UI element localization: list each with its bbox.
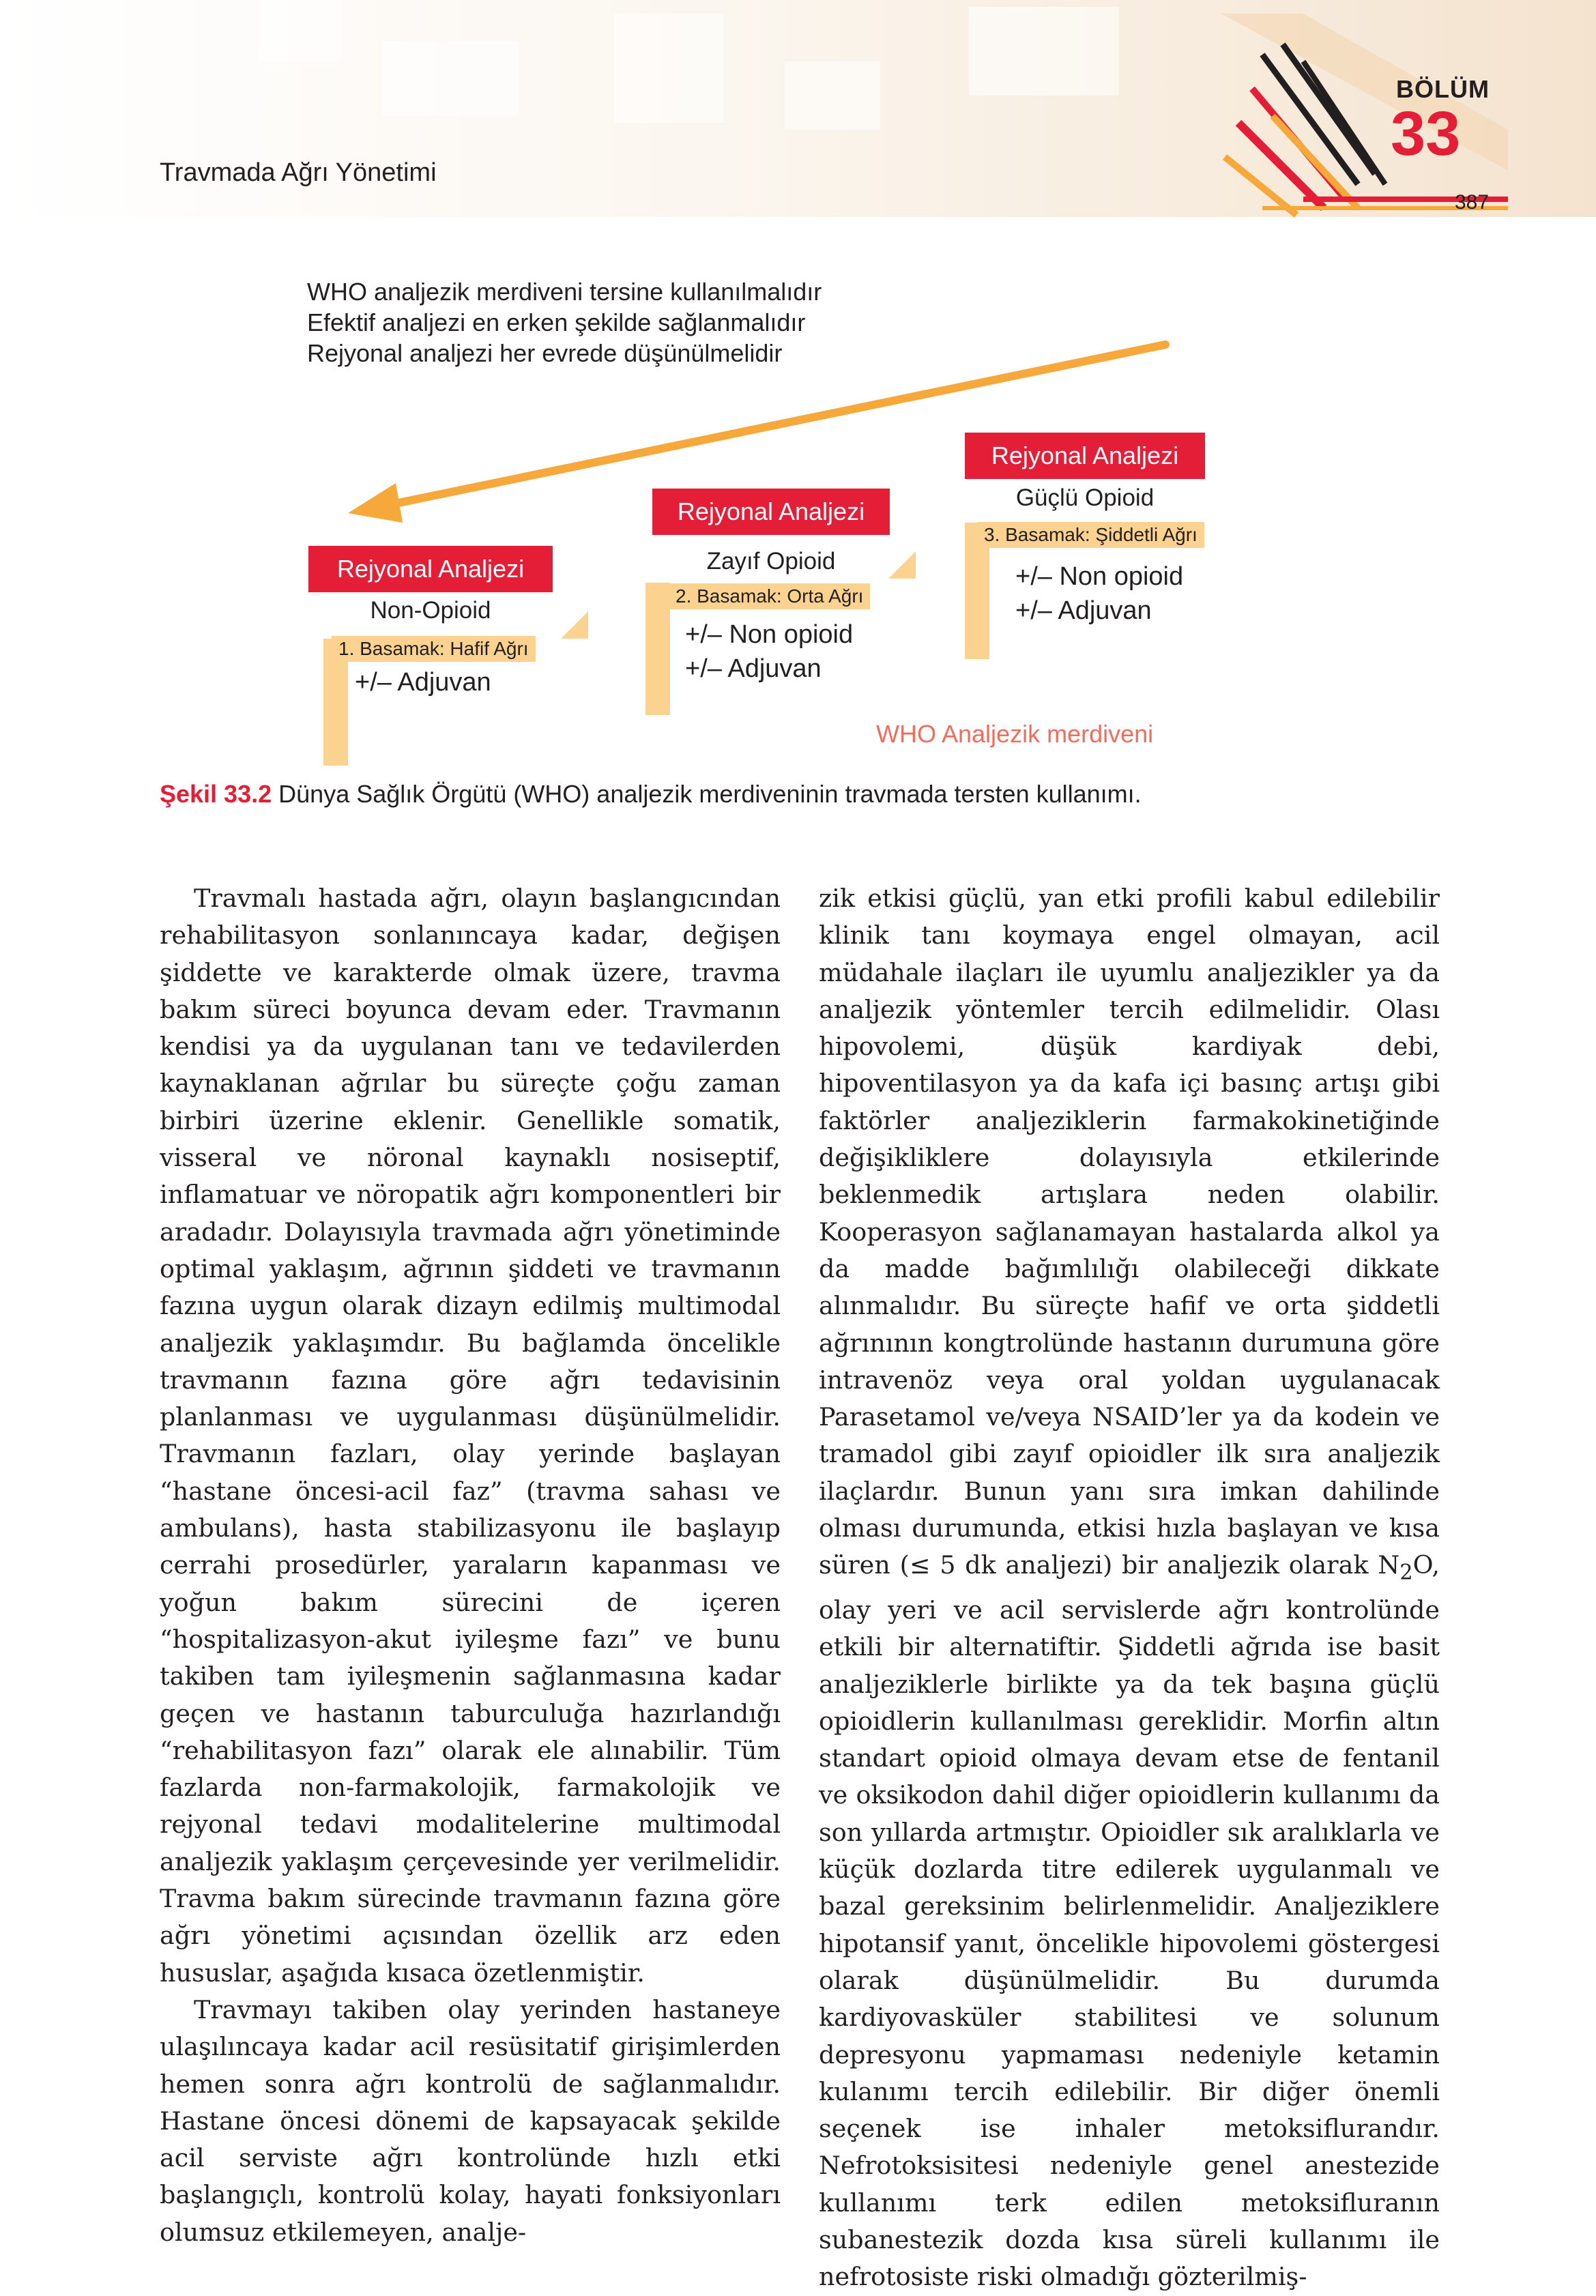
paragraph-text: O, olay yeri ve acil servislerde ağrı kontrolünde etkili bir alternatiftir. Şiddetli ağrıda ise basit analjeziklerle birlikte ya da tek başına güçlü opioidlerin kullanılması gereklidir. Morfin altın standart opioid olmaya devam etse de fentanil ve oksikodon dahil diğer opioidlerin kullanımı da son yıllarda artmıştır. Opioidler sık aralıklarla ve küçük dozlarda titre edilerek uygulanmalı ve bazal gereksinim belirlenmelidir. Analjeziklere hipotansif yanıt, öncelikle hipovolemi göstergesi olarak düşünülmelidir. Bu durumda kardiyovasküler stabilitesi ve solunum depresyonu yapmaması nedeniyle ketamin kulanımı tercih edilebilir. Bir diğer önemli seçenek ise inhaler metoksiflurandır. Nefrotoksisitesi nedeniyle genel anestezide kullanımı terk edilen metoksifluranın subanestezik dozda kısa süreli kullanımı ile nefrotosiste riski olmadığı gözterilmiş- xyxy=(819,1550,1440,2292)
step1-adjuncts xyxy=(355,665,491,699)
step-triangle xyxy=(888,551,916,579)
step2-bar xyxy=(645,583,670,715)
step1-tag: 1. Basamak: Hafif Ağrı xyxy=(332,636,536,662)
caption-number: Şekil 33.2 xyxy=(160,780,272,808)
step3-adjuncts xyxy=(1015,560,1183,628)
step2-tag: 2. Basamak: Orta Ağrı xyxy=(669,583,870,609)
running-title: Travmada Ağrı Yönetimi xyxy=(160,158,437,187)
step3-drug-label: Güçlü Opioid xyxy=(1015,484,1155,511)
adjunct-line: +/– Non opioid xyxy=(1015,562,1184,591)
paragraph xyxy=(819,880,1440,2296)
reverse-arrow-head xyxy=(348,483,403,523)
step2-regional-label: Rejyonal Analjezi xyxy=(652,489,890,535)
figure-note: Efektif analjezi en erken şekilde sağlanmalıdır xyxy=(307,308,806,336)
adjunct-line: +/– Adjuvan xyxy=(355,668,491,697)
adjunct-line: +/– Non opioid xyxy=(685,620,854,649)
chapter-label: BÖLÜM xyxy=(1396,75,1490,103)
paragraph: Travmayı takiben olay yerinden hastaneye ulaşılıncaya kadar acil resüsitatif girişimlerden hemen sonra ağrı kontrolü de sağlanmalıdır. Hastane öncesi dönemi de kapsayacak şekilde acil serviste ağrı kontrolünde hızlı etki başlangıçlı, kontrolü kolay, hayati fonksiyonları olumsuz etkilemeyen, analje- xyxy=(160,1994,781,2247)
caption-text: Dünya Sağlık Örgütü (WHO) analjezik merdiveninin travmada tersten kullanımı. xyxy=(278,780,1142,808)
chapter-number: 33 xyxy=(1391,99,1461,169)
diagram-title: WHO Analjezik merdiveni xyxy=(876,720,1154,748)
figure-caption xyxy=(160,780,1142,809)
step1-drug-label: Non-Opioid xyxy=(370,597,491,624)
paragraph: Travmalı hastada ağrı, olayın başlangıcından rehabilitasyon sonlanıncaya kadar, değişen şiddette ve karakterde olmak üzere, travma bakım süreci boyunca devam eder. Travmanın kendisi ya da uygulanan tanı ve tedavilerden kaynaklanan ağrılar bu süreçte çoğu zaman birbiri üzerine eklenir. Genellikle somatik, visseral ve nöronal kaynaklı nosiseptif, inflamatuar ve nöropatik ağrı komponentleri bir aradadır. Dolayısıyla travmada ağrı yönetiminde optimal yaklaşım, ağrının şiddeti ve travmanın fazına uygun olarak dizayn edilmiş multimodal analjezik yaklaşımdır. Bu bağlamda öncelikle travmanın fazına göre ağrı tedavisinin planlanması ve uygulanması düşünülmelidir. Travmanın fazları, olay yerinde başlayan “hastane öncesi-acil faz” (travma sahası ve ambulans), hasta stabilizasyonu ile başlayıp cerrahi prosedürler, yaraların kapanması ve yoğun bakım sürecini de içeren “hospitalizasyon-akut iyileşme fazı” ve bunu takiben tam iyileşmenin sağlanmasına kadar geçen ve hastanın taburculuğa hazırlandığı “rehabilitasyon fazı” olarak ele alınabilir. Tüm fazlarda non-farmakolojik, farmakolojik ve rejyonal tedavi modalitelerine multimodal analjezik yaklaşım çerçevesinde yer verilmelidir. Travma bakım sürecinde travmanın fazına göre ağrı yönetimi açısından özellik arz eden hususlar, aşağıda kısaca özetlenmiştir. xyxy=(160,884,781,1988)
step2-adjuncts xyxy=(685,617,853,686)
reverse-arrow xyxy=(382,345,1165,506)
paragraph-text: zik etkisi güçlü, yan etki profili kabul edilebilir klinik tanı koymaya engel olmayan, acil müdahale ilaçları ile uyumlu analjezikler ya da analjezik yöntemler tercih edilmelidir. Olası hipovolemi, düşük kardiyak debi, hipoventilasyon ya da kafa içi basınç artışı gibi faktörler analjeziklerin farmakokinetiğinde değişikliklere dolayısıyla etkilerinde beklenmedik artışlara neden olabilir. Kooperasyon sağlanamayan hastalarda alkol ya da madde bağımlılığı olabileceği dikkate alınmalıdır. Bu süreçte hafif ve orta şiddetli ağrınının kongtrolünde hastanın durumuna göre intravenöz veya oral yoldan uygulanacak Parasetamol ve/veya NSAID’ler ya da kodein ve tramadol gibi zayıf opioidler ilk sıra analjezik ilaçlardır. Bunun yanı sıra imkan dahilinde olması durumunda, etkisi hızla başlayan ve kısa süren (≤ 5 dk analjezi) bir analjezik olarak N xyxy=(819,884,1440,1580)
right-column xyxy=(819,880,1440,2296)
subscript: 2 xyxy=(1399,1560,1413,1585)
figure-note: WHO analjezik merdiveni tersine kullanılmalıdır xyxy=(307,278,822,306)
adjunct-line: +/– Adjuvan xyxy=(685,654,822,683)
step-triangle xyxy=(561,611,588,639)
figure-note: Rejyonal analjezi her evrede düşünülmelidir xyxy=(307,339,783,367)
page-number: 387 xyxy=(1455,191,1490,214)
adjunct-line: +/– Adjuvan xyxy=(1015,596,1152,625)
left-column xyxy=(160,880,781,2251)
step3-tag: 3. Basamak: Şiddetli Ağrı xyxy=(977,522,1204,548)
step1-regional-label: Rejyonal Analjezi xyxy=(308,546,553,592)
step2-drug-label: Zayıf Opioid xyxy=(706,548,836,575)
step3-regional-label: Rejyonal Analjezi xyxy=(965,433,1205,479)
